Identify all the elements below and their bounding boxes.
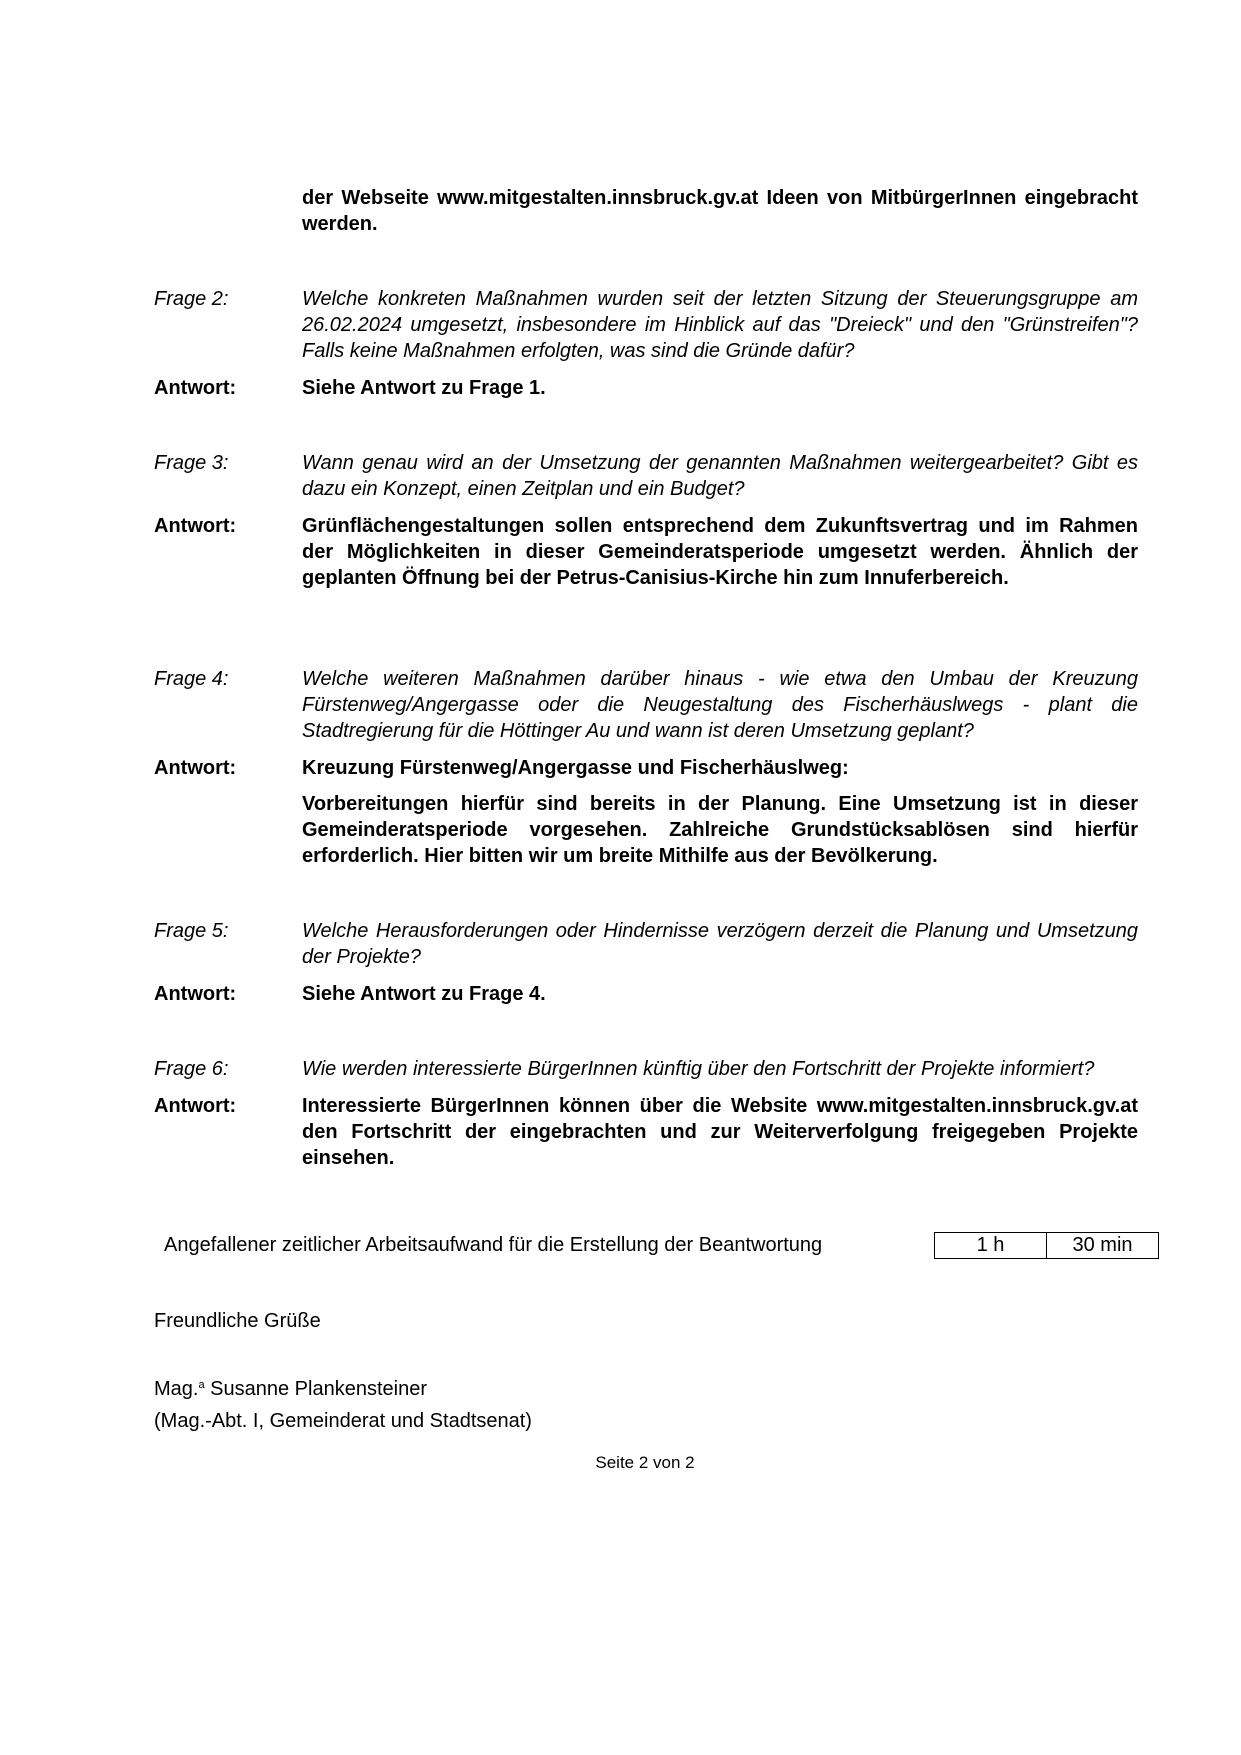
answer-label: Antwort: [154, 377, 237, 399]
answer-text: Interessierte BürgerInnen können über die Website www.mitgestalten.innsbruck.gv.at den Fortschritt der eingebrachten und zur Weiterverfolgung freigegeben Projekte einsehen. [302, 1095, 1138, 1169]
answer-label: Antwort: [154, 1095, 237, 1117]
question-text: Welche Herausforderungen oder Hindernisse verzögern derzeit die Planung und Umsetzung der Projekte? [302, 920, 1138, 968]
answer-label: Antwort: [154, 983, 237, 1005]
effort-hours-cell: 1 h [934, 1232, 1047, 1259]
effort-label: Angefallener zeitlicher Arbeitsaufwand für die Erstellung der Beantwortung [164, 1234, 823, 1256]
answer-heading: Kreuzung Fürstenweg/Angergasse und Fischerhäuslweg: [302, 757, 849, 779]
page-number: Seite 2 von 2 [595, 1453, 695, 1472]
signature-name [154, 1372, 427, 1402]
question-2-block [154, 286, 1138, 401]
closing-greeting: Freundliche Grüße [154, 1310, 321, 1332]
question-6-block [154, 1056, 1138, 1171]
question-4-block [154, 666, 1138, 869]
answer-label: Antwort: [154, 757, 237, 779]
question-3-block [154, 450, 1138, 591]
answer-text: Vorbereitungen hierfür sind bereits in der Planung. Eine Umsetzung ist in dieser Gemeinderatsperiode vorgesehen. Zahlreiche Grundstücksablösen sind hierfür erforderlich. Hier bitten wir um breite Mithilfe aus der Bevölkerung. [302, 793, 1138, 867]
question-label: Frage 6: [154, 1058, 229, 1080]
intro-text: der Webseite www.mitgestalten.innsbruck.gv.at Ideen von MitbürgerInnen eingebracht werden. [302, 187, 1138, 235]
signature-department: (Mag.-Abt. I, Gemeinderat und Stadtsenat) [154, 1410, 532, 1432]
signature-sup: a [198, 1379, 205, 1391]
signature-fullname: Susanne Plankensteiner [210, 1378, 427, 1400]
question-text: Welche konkreten Maßnahmen wurden seit der letzten Sitzung der Steuerungsgruppe am 26.02.2024 umgesetzt, insbesondere im Hinblick auf das "Dreieck" und den "Grünstreifen"? Falls keine Maßnahmen erfolgten, was sind die Gründe dafür? [302, 288, 1138, 362]
question-label: Frage 3: [154, 452, 229, 474]
answer-text: Siehe Antwort zu Frage 4. [302, 983, 546, 1005]
question-label: Frage 5: [154, 920, 229, 942]
question-text: Wie werden interessierte BürgerInnen künftig über den Fortschritt der Projekte informiert? [302, 1058, 1095, 1080]
question-text: Welche weiteren Maßnahmen darüber hinaus - wie etwa den Umbau der Kreuzung Fürstenweg/Angergasse oder die Neugestaltung des Fischerhäuslwegs - plant die Stadtregierung für die Höttinger Au und wann ist deren Umsetzung geplant? [302, 668, 1138, 742]
answer-label: Antwort: [154, 515, 237, 537]
question-label: Frage 4: [154, 668, 229, 690]
intro-continuation [154, 185, 1138, 237]
answer-text: Grünflächengestaltungen sollen entsprechend dem Zukunftsvertrag und im Rahmen der Möglichkeiten in dieser Gemeinderatsperiode umgesetzt werden. Ähnlich der geplanten Öffnung bei der Petrus-Canisius-Kirche hin zum Innuferbereich. [302, 515, 1138, 589]
effort-row [164, 1232, 1164, 1260]
question-5-block [154, 918, 1138, 1007]
answer-text: Siehe Antwort zu Frage 1. [302, 377, 546, 399]
question-text: Wann genau wird an der Umsetzung der genannten Maßnahmen weitergearbeitet? Gibt es dazu ein Konzept, einen Zeitplan und ein Budget? [302, 452, 1138, 500]
question-label: Frage 2: [154, 288, 229, 310]
signature-prefix: Mag. [154, 1378, 199, 1400]
effort-minutes-cell: 30 min [1046, 1232, 1159, 1259]
